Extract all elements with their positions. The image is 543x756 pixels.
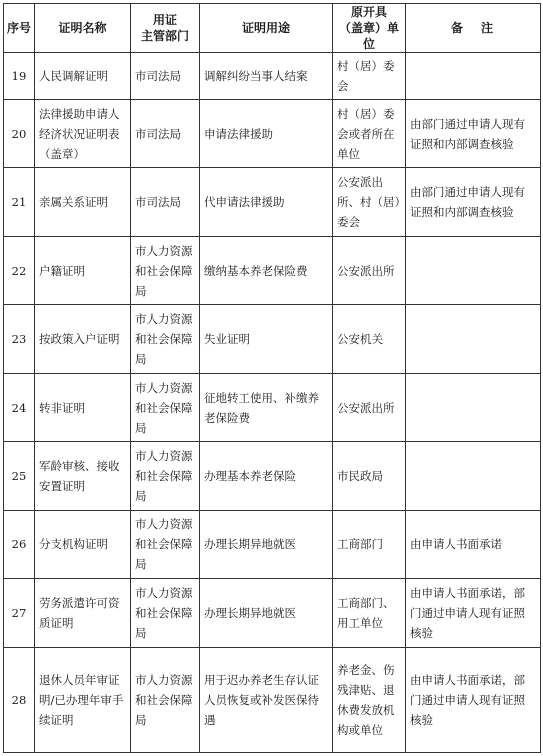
department-cell: 市人力资源和社会保障局 (131, 510, 200, 578)
remark-cell: 由申请人书面承诺，部门通过申请人现有证照核验 (406, 647, 541, 752)
purpose-cell: 缴纳基本养老保险费 (200, 236, 333, 304)
purpose-cell: 失业证明 (200, 305, 333, 373)
purpose-cell: 代申请法律援助 (200, 168, 333, 236)
certificate-name-cell: 转非证明 (35, 373, 131, 441)
header-use: 证明用途 (200, 4, 333, 53)
issuer-cell: 养老金、伤残津贴、退休费发放机构或单位 (333, 647, 406, 752)
department-cell: 市人力资源和社会保障局 (131, 647, 200, 752)
certificate-name-cell: 户籍证明 (35, 236, 131, 304)
department-cell: 市司法局 (131, 100, 200, 168)
remark-cell: 由申请人书面承诺，部门通过申请人现有证照核验 (406, 579, 541, 647)
certificate-name-cell: 法律援助申请人经济状况证明表（盖章） (35, 100, 131, 168)
header-dept (131, 4, 200, 53)
certificate-name-cell: 劳务派遣许可资质证明 (35, 579, 131, 647)
department-cell: 市人力资源和社会保障局 (131, 373, 200, 441)
table-row (4, 305, 541, 373)
table-row (4, 373, 541, 441)
row-no-cell: 23 (4, 305, 35, 373)
table-row (4, 168, 541, 236)
issuer-cell: 工商部门 (333, 510, 406, 578)
issuer-cell: 村（居）委会 (333, 53, 406, 100)
certificate-name-cell: 分支机构证明 (35, 510, 131, 578)
certificate-table (3, 3, 541, 753)
header-issuer (333, 4, 406, 53)
row-no-cell: 26 (4, 510, 35, 578)
row-no-cell: 20 (4, 100, 35, 168)
purpose-cell: 办理基本养老保险 (200, 442, 333, 510)
department-cell: 市人力资源和社会保障局 (131, 305, 200, 373)
issuer-cell: 公安机关 (333, 305, 406, 373)
issuer-cell: 公安派出所 (333, 236, 406, 304)
header-remark: 备注 (406, 4, 541, 53)
header-dept-line2: 主管部门 (140, 29, 189, 43)
header-no: 序号 (4, 4, 35, 53)
table-row (4, 647, 541, 752)
department-cell: 市司法局 (131, 168, 200, 236)
department-cell: 市人力资源和社会保障局 (131, 579, 200, 647)
header-issuer-line2: （盖章）单位 (338, 21, 399, 51)
row-no-cell: 22 (4, 236, 35, 304)
table-row (4, 579, 541, 647)
header-dept-line1: 用证 (152, 13, 177, 27)
remark-cell: 由部门通过申请人现有证照和内部调查核验 (406, 168, 541, 236)
table-header-row (4, 4, 541, 53)
remark-cell: 由申请人书面承诺 (406, 510, 541, 578)
department-cell: 市人力资源和社会保障局 (131, 442, 200, 510)
remark-cell (406, 373, 541, 441)
department-cell: 市人力资源和社会保障局 (131, 236, 200, 304)
table-row (4, 100, 541, 168)
purpose-cell: 调解纠纷当事人结案 (200, 53, 333, 100)
row-no-cell: 28 (4, 647, 35, 752)
table-row (4, 510, 541, 578)
issuer-cell: 公安派出所、村（居）委会 (333, 168, 406, 236)
table-row (4, 53, 541, 100)
row-no-cell: 24 (4, 373, 35, 441)
purpose-cell: 申请法律援助 (200, 100, 333, 168)
remark-cell: 由部门通过申请人现有证照和内部调查核验 (406, 100, 541, 168)
issuer-cell: 市民政局 (333, 442, 406, 510)
row-no-cell: 25 (4, 442, 35, 510)
purpose-cell: 征地转工使用、补缴养老保险费 (200, 373, 333, 441)
purpose-cell: 用于迟办养老生存认证人员恢复或补发医保待遇 (200, 647, 333, 752)
remark-cell (406, 305, 541, 373)
certificate-name-cell: 人民调解证明 (35, 53, 131, 100)
remark-cell (406, 53, 541, 100)
header-name: 证明名称 (35, 4, 131, 53)
certificate-name-cell: 亲属关系证明 (35, 168, 131, 236)
certificate-name-cell: 退休人员年审证明/已办理年审手续证明 (35, 647, 131, 752)
row-no-cell: 27 (4, 579, 35, 647)
remark-cell (406, 442, 541, 510)
row-no-cell: 21 (4, 168, 35, 236)
issuer-cell: 工商部门、用工单位 (333, 579, 406, 647)
table-row (4, 442, 541, 510)
purpose-cell: 办理长期异地就医 (200, 510, 333, 578)
purpose-cell: 办理长期异地就医 (200, 579, 333, 647)
certificate-name-cell: 军龄审核、接收安置证明 (35, 442, 131, 510)
issuer-cell: 公安派出所 (333, 373, 406, 441)
table-row (4, 236, 541, 304)
remark-cell (406, 236, 541, 304)
row-no-cell: 19 (4, 53, 35, 100)
header-issuer-line1: 原开具 (350, 5, 387, 19)
department-cell: 市司法局 (131, 53, 200, 100)
issuer-cell: 村（居）委会或者所在单位 (333, 100, 406, 168)
certificate-name-cell: 按政策入户证明 (35, 305, 131, 373)
